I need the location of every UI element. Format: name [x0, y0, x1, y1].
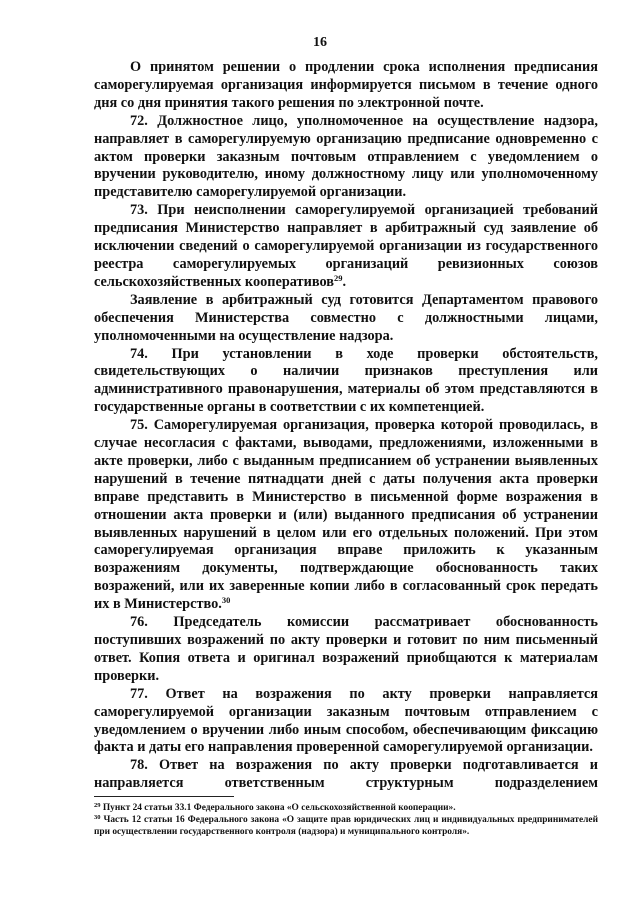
page-number: 16	[313, 35, 327, 50]
body-text	[94, 59, 598, 793]
paragraph-78	[94, 757, 598, 793]
footnote-number: 29	[94, 802, 101, 809]
footnotes	[94, 802, 598, 838]
paragraph-76	[94, 614, 598, 686]
paragraph-75	[94, 417, 598, 614]
paragraph-77	[94, 686, 598, 758]
paragraph-74	[94, 346, 598, 418]
footnote-29	[94, 802, 598, 814]
paragraph-text: 77. Ответ на возражения по акту проверки направляется саморегулируемой организации заказным почтовым отправлением с уведомлением о вручении либо иным способом, обеспечивающим фиксацию факта и даты его направления проверенной саморегулируемой организации.	[94, 685, 598, 756]
footnote-ref-29[interactable]: 29	[333, 272, 343, 283]
footnote-text: Часть 12 статьи 16 Федерального закона «О защите прав юридических лиц и индивидуальных предпринимателей при осуществлении государственного контроля (надзора) и муниципального контроля».	[94, 815, 598, 837]
paragraph-73-application	[94, 292, 598, 346]
paragraph-73	[94, 202, 598, 292]
paragraph-text: 78. Ответ на возражения по акту проверки подготавливается и направляется ответственным структурным подразделением	[94, 757, 598, 792]
footnote-30	[94, 814, 598, 838]
paragraph-text: 76. Председатель комиссии рассматривает обоснованность поступивших возражений по акту проверки и готовит по ним письменный ответ. Копия ответа и оригинал возражений приобщаются к материалам проверки.	[94, 614, 598, 684]
paragraph-text: О принятом решении о продлении срока исполнения предписания саморегулируемая организация информируется письмом в течение одного дня со дня принятия такого решения по электронной почте.	[94, 59, 598, 111]
paragraph-text: 74. При установлении в ходе проверки обстоятельств, свидетельствующих о наличии признаков преступления или административного правонарушения, материалы об этом представляются в государственные органы в соответствии с их компетенцией.	[94, 345, 598, 416]
paragraph-tail: .	[342, 273, 347, 290]
paragraph-text: 73. При неисполнении саморегулируемой организацией требований предписания Министерство направляет в арбитражный суд заявление об исключении сведений о саморегулируемой организации из государственного реестра саморегулируемых организаций ревизионных союзов сельскохозяйственных кооперативов	[94, 202, 598, 290]
footnote-ref-30[interactable]: 30	[221, 595, 231, 606]
footnote-number: 30	[94, 814, 101, 821]
paragraph-72	[94, 113, 598, 203]
paragraph-text: Заявление в арбитражный суд готовится Департаментом правового обеспечения Министерства совместно с должностными лицами, уполномоченными на осуществление надзора.	[94, 291, 598, 344]
footnote-separator	[94, 796, 234, 797]
paragraph-text: 75. Саморегулируемая организация, проверка которой проводилась, в случае несогласия с фактами, выводами, предложениями, изложенными в акте проверки, либо с выданным предписанием об устранении выявленных нарушений в течение пятнадцати дней с даты получения акта проверки вправе представить в Министерство в письменной форме возражения в отношении акта проверки и (или) выданного предписания об устранении выявленных нарушений в целом или его отдельных положений. При этом саморегулируемая организация вправе приложить к указанным возражениям документы, подтверждающие обоснованность таких возражений, или их заверенные копии либо в согласованный срок передать их в Министерство.	[94, 417, 598, 613]
footnote-text: Пункт 24 статьи 33.1 Федерального закона «О сельскохозяйственной кооперации».	[102, 803, 456, 813]
paragraph-71-continuation	[94, 59, 598, 113]
paragraph-text: 72. Должностное лицо, уполномоченное на осуществление надзора, направляет в саморегулируемую организацию предписание одновременно с актом проверки заказным почтовым отправлением с уведомлением о вручении руководителю, иному должностному лицу или уполномоченному представителю саморегулируемой организации.	[94, 112, 598, 201]
